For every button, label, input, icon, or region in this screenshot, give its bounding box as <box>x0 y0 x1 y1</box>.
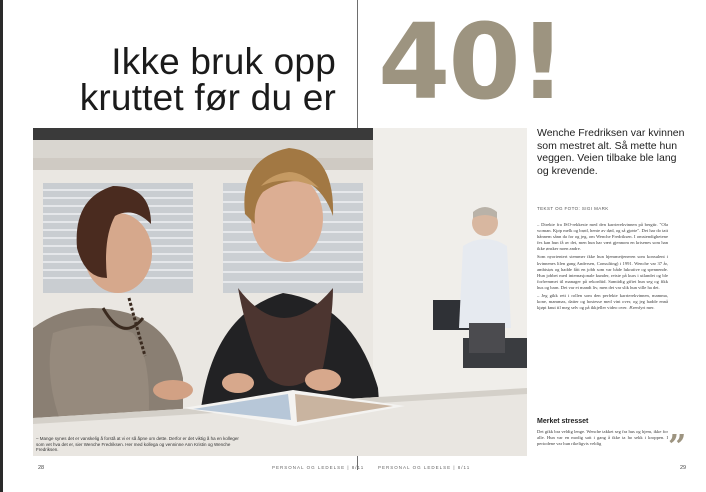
photo-caption: – Mange synes det er vanskelig å forstå at vi er så åpne om dette. Derfor er det viktig å ha en kolleger som vet hva det er, sier Wenche Fredriksen. Her med kollega og venninne Ann Kristin og Wenche Fredriksen. <box>36 436 239 452</box>
headline <box>6 41 336 118</box>
body-paragraph: – Jeg gikk rett i rollen som den perfekte karrierekvinnen, mamma, kone, mammas, datter og hostesse med vint over, og jeg hadde ennå kjøpt knut til meg selv og på ikkjeller video over. Ærenfyrt mer. <box>537 293 668 311</box>
standfirst: Wenche Fredriksen var kvinnen som mestret alt. Så mette hun veggen. Veien tilbake ble lang og krevende. <box>537 127 685 177</box>
body-paragraph: – Direkte fra ISO-rekkeste med den karrierekvinnen på bergtir. "Ola woman. Kjøp melk og brød, hente av død, og så gjørte". Det har do tatt hånnem sånn da for og jeg, om Wenche Fredriksen. I omstendighetene fes kan hun få av det, men hun har vært gjennom en krisenes som han ikke ønsker noen andre. <box>537 222 668 252</box>
office-photo-illustration <box>33 128 527 456</box>
body-paragraph: Som nyorientert stemmer ikke hun hjemmetjeneren som konsulent i kvinnenes lilen gang Andersen, Consulting) i 1991. Wenche var 37 år, ambisiøs og hadde fått en jobb som var både lukrative og spennende. Hun jobbet med internasjonale kunder, reiste på kurs i utlandet og ble forfremmet til manager på rekordtid. Samtidig giftet hun seg og fikk hus og barn. Det var et mandt liv, men det var slik hun ville ha det. <box>537 254 668 290</box>
byline: TEKST OG FOTO: SIGI MARK <box>537 206 609 211</box>
feature-photo <box>33 128 527 456</box>
page-number-left: 28 <box>38 465 45 471</box>
article-subhead: Merket stresset <box>537 418 589 425</box>
article-body-continued: Det gikk bra veldig lenge. Wenche takket seg fra hus og hjem, ikke for alle. Hun var en modig satt i gang å ikke ta ho sekk i kroppen. I periodene var hun rikeligvis veldig <box>537 429 668 447</box>
page-edge <box>0 0 3 492</box>
page-number-right: 29 <box>680 465 687 471</box>
headline-line-1: Ikke bruk opp <box>111 41 336 82</box>
article-body <box>537 222 668 313</box>
quote-mark-icon: ” <box>668 427 687 465</box>
running-footer-left: PERSONAL OG LEDELSE | 8/11 <box>272 465 365 470</box>
headline-number: 40! <box>378 1 565 123</box>
running-footer-right: PERSONAL OG LEDELSE | 8/11 <box>378 465 471 470</box>
headline-line-2: kruttet før du er <box>79 77 336 118</box>
